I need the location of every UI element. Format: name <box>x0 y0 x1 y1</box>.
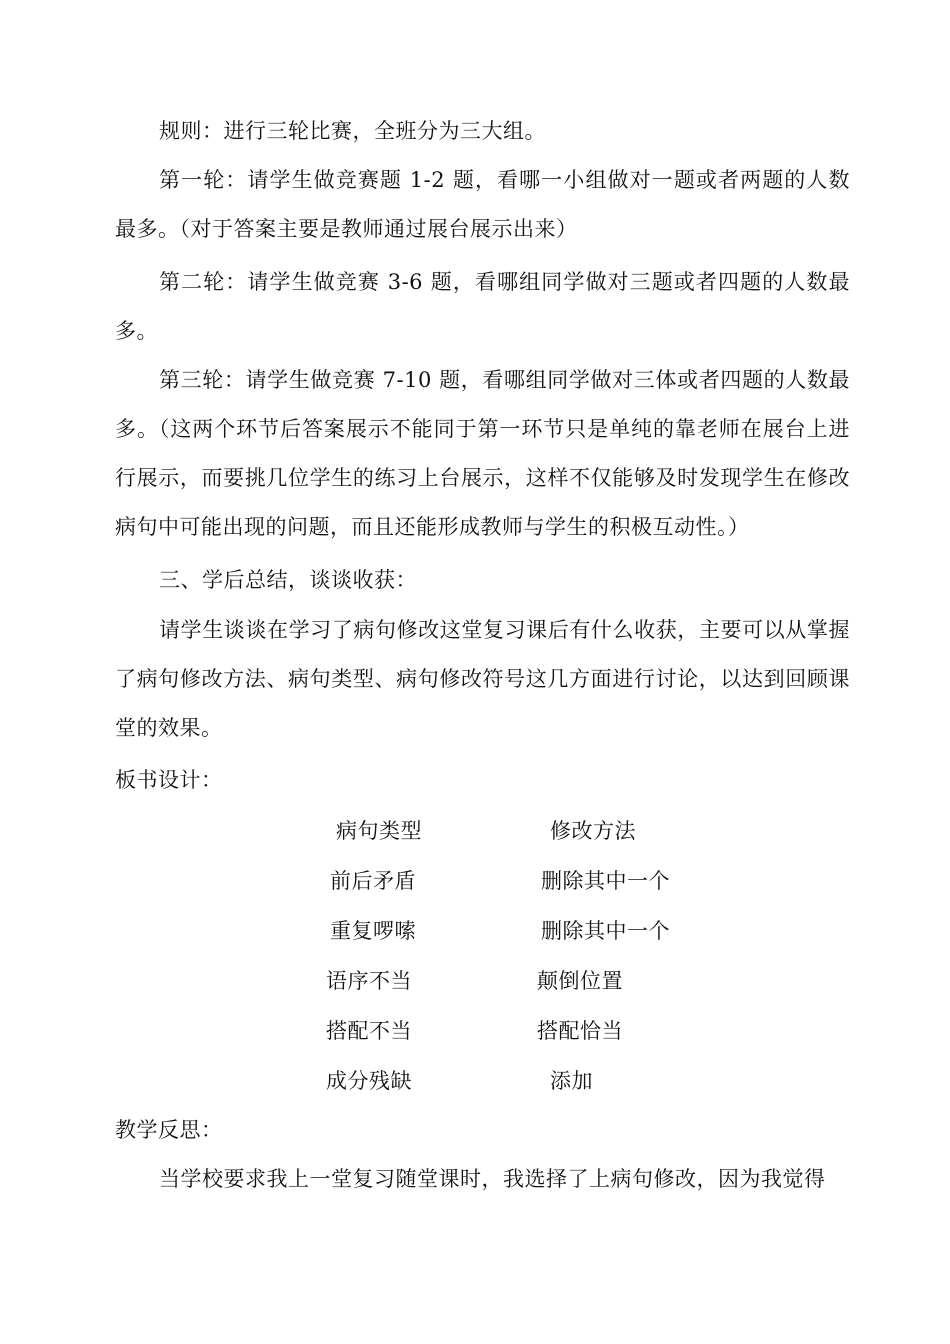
board-header-method: 修改方法 <box>550 819 636 843</box>
paragraph-reflection: 当学校要求我上一堂复习随堂课时，我选择了上病句修改，因为我觉得 <box>159 1167 826 1191</box>
board-row-method: 搭配恰当 <box>537 1019 623 1043</box>
board-row-type: 重复啰嗦 <box>330 919 416 943</box>
board-row-method: 删除其中一个 <box>541 869 670 893</box>
board-row-method: 颠倒位置 <box>537 969 623 993</box>
paragraph-summary: 请学生谈谈在学习了病句修改这堂复习课后有什么收获，主要可以从掌握了病句修改方法、病句类型、病句修改符号这几方面进行讨论，以达到回顾课堂的效果。 <box>115 618 850 740</box>
board-row-type: 搭配不当 <box>326 1019 412 1043</box>
paragraph-rules: 规则：进行三轮比赛，全班分为三大组。 <box>159 119 546 143</box>
board-row-method: 添加 <box>550 1069 593 1093</box>
paragraph-round-two: 第二轮：请学生做竞赛 3-6 题，看哪组同学做对三题或者四题的人数最多。 <box>115 270 850 343</box>
board-design-heading: 板书设计： <box>115 768 223 792</box>
board-row-type: 语序不当 <box>326 969 412 993</box>
paragraph-round-three: 第三轮：请学生做竞赛 7-10 题，看哪组同学做对三体或者四题的人数最多。（这两个环节后答案展示不能同于第一环节只是单纯的靠老师在展台上进行展示，而要挑几位学生的练习上台展示，这样不仅能够及时发现学生在修改病句中可能出现的问题，而且还能形成教师与学生的积极互动性。） <box>115 368 850 539</box>
board-row-type: 前后矛盾 <box>330 869 416 893</box>
reflection-heading: 教学反思： <box>115 1118 223 1142</box>
section-heading-summary: 三、学后总结，谈谈收获： <box>159 568 417 592</box>
board-row-type: 成分残缺 <box>326 1069 412 1093</box>
board-header-type: 病句类型 <box>336 819 422 843</box>
paragraph-round-one: 第一轮：请学生做竞赛题 1-2 题，看哪一小组做对一题或者两题的人数最多。（对于答案主要是教师通过展台展示出来） <box>115 168 850 241</box>
board-row-method: 删除其中一个 <box>541 919 670 943</box>
